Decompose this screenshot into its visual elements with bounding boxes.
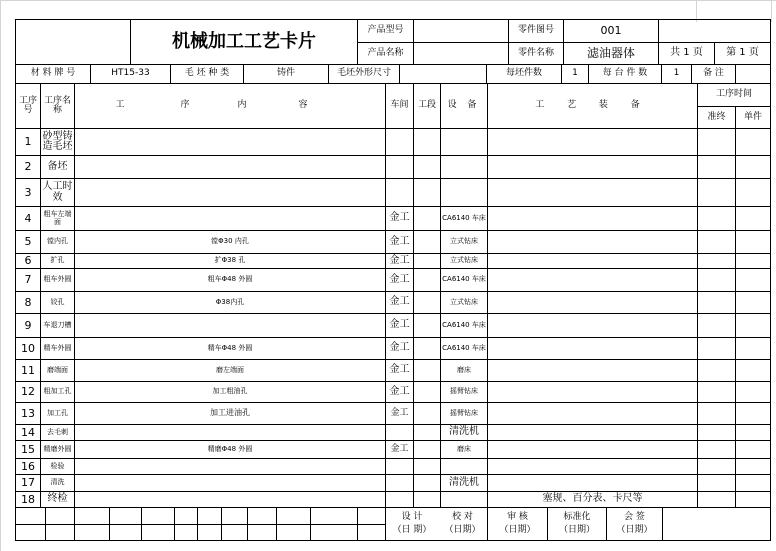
col-line-735 [735,106,736,507]
op-5-equipment: 立式钻床 [450,237,478,246]
op-12-name: 粗加工孔 [43,387,72,396]
product-name-value[interactable] [414,43,508,64]
col-header-op-name: 工序名称 [43,95,71,115]
product-model-label: 产品型号 [367,25,404,36]
op-8-seq: 8 [24,295,32,309]
col-header-time: 工序时间 [715,89,752,100]
signoff-design-date: （日 期） [392,525,432,536]
op-13-content: 加工进油孔 [210,408,250,418]
op-10-workshop: 金工 [389,342,410,354]
total-pages: 共 1 页 [670,47,703,59]
foot-v-74 [74,507,75,540]
op-15-equipment: 磨床 [457,444,471,453]
op-7-workshop: 金工 [389,273,410,285]
col-header-content-4: 容 [298,100,308,111]
op-14-seq: 14 [21,425,35,439]
product-model-value[interactable] [414,20,508,42]
op-5-workshop: 金工 [389,235,410,247]
op-9-equipment: CA6140 车床 [442,320,486,329]
row-line-18 [15,507,771,508]
col-line-413 [413,83,414,507]
foot-v-310 [310,507,311,540]
remarks-label: 备 注 [703,68,724,79]
row-line-16 [15,474,771,475]
card-title: 机械加工工艺卡片 [172,30,316,52]
col-header-content-1: 工 [115,100,125,111]
foot-v-357 [357,507,358,540]
op-11-content: 磨左端面 [216,365,244,374]
part-name-value[interactable]: 滤油器体 [586,46,635,61]
foot-v-221 [221,507,222,540]
op-6-workshop: 金工 [389,254,410,266]
op-15-workshop: 金工 [390,443,409,454]
signoff-check-date: （日期） [444,525,481,536]
col-header-content-2: 序 [180,100,190,111]
col-header-tooling: 工 艺 装 备 [535,100,650,111]
row-line-13 [15,424,771,425]
op-10-name: 精车外圆 [43,343,72,352]
col-header-equipment: 设 备 [447,100,481,111]
op-17-equipment: 清洗机 [449,476,479,488]
op-4-name: 粗车左端面 [43,210,72,226]
op-7-equipment: CA6140 车床 [442,275,486,284]
foot-v-247 [247,507,248,540]
foot-v-109 [109,507,110,540]
foot-v-141 [141,507,142,540]
op-6-seq: 6 [24,254,32,268]
op-13-seq: 13 [21,406,35,420]
remarks-value[interactable] [736,65,770,83]
op-7-content: 粗车Φ48 外圆 [207,275,253,284]
frame-bottom [15,540,771,541]
op-12-equipment: 摇臂钻床 [450,387,478,396]
op-10-content: 精车Φ48 外圆 [207,343,253,352]
row-line-1 [15,155,771,156]
frame-right [770,19,771,541]
op-11-workshop: 金工 [389,364,410,376]
op-5-name: 镗内孔 [47,237,68,246]
op-12-content: 加工粗油孔 [212,387,248,396]
pieces-per-blank-label: 每坯件数 [505,68,542,79]
pieces-per-unit-value[interactable]: 1 [673,68,680,79]
col-header-content-3: 内 [237,100,247,111]
page-number: 第 1 页 [726,47,759,59]
op-18-name: 终检 [47,493,68,505]
op-14-equipment: 清洗机 [449,426,479,438]
col-header-workshop: 车间 [390,100,409,111]
op-10-equipment: CA6140 车床 [442,343,486,352]
col-line-697 [697,83,698,507]
op-16-name: 检验 [50,461,65,470]
signoff-design-label: 设 计 [401,511,423,522]
op-4-workshop: 金工 [389,212,410,224]
op-9-seq: 9 [24,318,32,332]
blank-type-label: 毛 坯 种 类 [184,68,230,79]
col-header-seq: 工序号 [18,95,37,115]
col-header-time-unit: 单件 [743,111,762,122]
material-grade-value[interactable]: HT15-33 [111,68,150,79]
op-7-seq: 7 [24,273,32,287]
op-2-seq: 2 [24,160,32,174]
op-8-equipment: 立式钻床 [450,297,478,306]
grid-line-left [0,0,1,551]
grid-line-top [0,0,776,1]
signoff-review-label: 审 核 [507,511,528,522]
op-14-name: 去毛刺 [47,427,68,436]
part-drawing-label: 零件图号 [517,25,554,36]
signoff-countersign-date: （日期） [616,525,653,536]
foot-v-174 [174,507,175,540]
op-12-seq: 12 [21,385,35,399]
col-header-time-prep: 准终 [707,111,726,122]
op-16-seq: 16 [21,459,35,473]
blank-size-value[interactable] [400,65,486,83]
foot-v-197 [197,507,198,540]
op-10-seq: 10 [21,341,35,355]
op-13-name: 加工孔 [47,408,68,417]
op-4-seq: 4 [24,211,32,225]
table-header-bottom [15,128,771,129]
col-header-section: 工段 [417,100,436,111]
foot-v-662 [662,507,663,540]
foot-v-45 [45,507,46,540]
signoff-standard-date: （日期） [558,525,595,536]
op-6-content: 扩Φ38 孔 [214,256,246,265]
op-18-seq: 18 [21,492,35,506]
op-11-seq: 11 [21,363,35,377]
op-6-equipment: 立式钻床 [450,256,478,265]
op-9-name: 车退刀槽 [43,320,72,329]
op-17-seq: 17 [21,476,35,490]
op-8-name: 铰孔 [50,297,65,306]
op-3-name: 人工时效 [42,181,73,203]
op-11-name: 磨端面 [47,365,68,374]
op-3-seq: 3 [24,185,32,199]
op-13-equipment: 摇臂钻床 [450,408,478,417]
op-12-workshop: 金工 [389,385,410,397]
part-name-label: 零件名称 [517,47,554,58]
signoff-countersign-label: 会 签 [624,511,645,522]
signoff-check-label: 校 对 [452,511,473,522]
op-6-name: 扩孔 [50,256,65,265]
op-11-equipment: 磨床 [457,365,471,374]
op-2-name: 备坯 [47,160,68,172]
product-name-label: 产品名称 [367,47,404,58]
signoff-standard-label: 标准化 [563,511,591,522]
blank-type-value[interactable]: 铸件 [276,68,295,79]
op-7-name: 粗车外圆 [43,275,72,284]
op-1-name: 砂型铸造毛坯 [42,130,73,152]
op-8-content: Φ38内孔 [215,297,245,306]
op-5-content: 镗Φ30 内孔 [211,237,249,246]
foot-h-524 [15,524,385,525]
op-15-seq: 15 [21,442,35,456]
op-9-workshop: 金工 [389,319,410,331]
col-line-487 [487,83,488,507]
op-1-seq: 1 [24,135,32,149]
grid-line-right-guide-2 [771,0,772,22]
pieces-per-unit-label: 每 台 件 数 [602,68,648,79]
op-4-equipment: CA6140 车床 [442,213,486,222]
op-17-name: 清洗 [50,478,65,487]
op-15-name: 精磨外圆 [43,444,72,453]
signoff-review-date: （日期） [499,525,536,536]
op-5-seq: 5 [24,235,32,249]
op-18-tooling: 塞规、百分表、卡尺等 [542,493,643,505]
material-grade-label: 材 料 牌 号 [30,68,76,79]
foot-v-276 [276,507,277,540]
pieces-per-blank-value[interactable]: 1 [572,68,578,79]
blank-size-label: 毛坯外形尺寸 [336,68,391,79]
part-drawing-value[interactable]: 001 [600,24,622,38]
op-15-content: 精磨Φ48 外圆 [207,444,253,453]
op-13-workshop: 金工 [390,407,409,418]
row-line-15 [15,458,771,459]
row-line-2 [15,178,771,179]
op-8-workshop: 金工 [389,296,410,308]
